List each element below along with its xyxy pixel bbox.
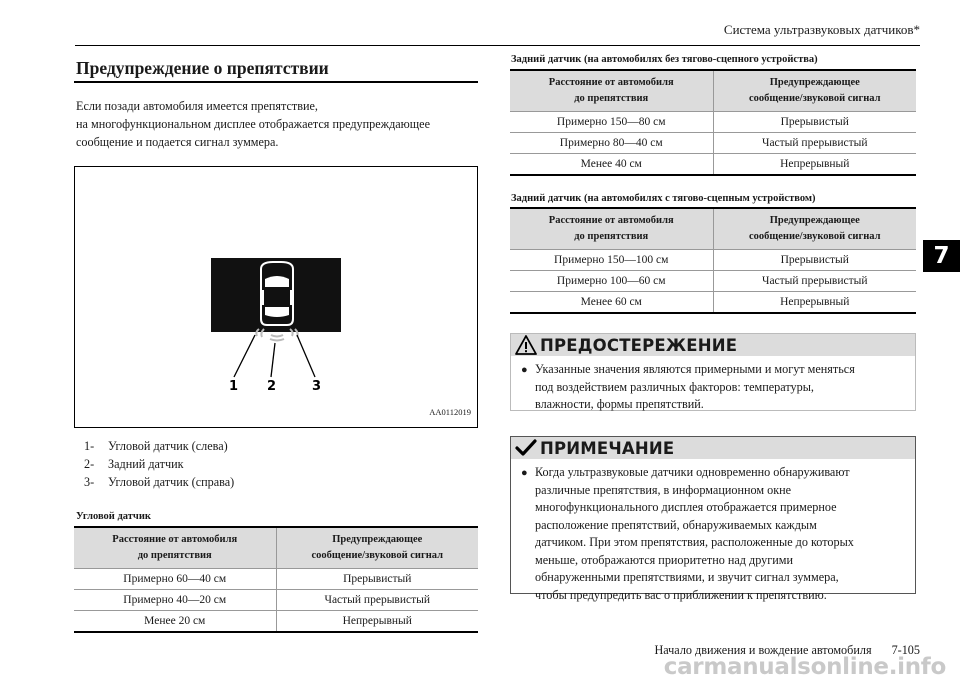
table-cell: Примерно 60—40 см — [74, 569, 276, 590]
corner-sensor-table — [74, 526, 478, 633]
running-header: Система ультразвуковых датчиков* — [723, 22, 920, 37]
note-line: обнаруженными препятствиями, и звучит сигнал зуммера, — [535, 570, 839, 584]
table-header-row — [510, 70, 916, 112]
caution-header — [511, 334, 915, 356]
header-line: до препятствия — [574, 93, 649, 104]
rear-tow-caption: Задний датчик (на автомобилях с тягово-сцепным устройством) — [511, 193, 816, 204]
bullet-icon: ● — [521, 364, 528, 376]
legend-number: 3- — [84, 475, 95, 489]
header-line: до препятствия — [137, 550, 212, 561]
intro-line: Если позади автомобиля имеется препятствие, — [76, 99, 318, 113]
table-cell: Примерно 150—100 см — [510, 250, 713, 271]
note-header — [511, 437, 915, 459]
page-number: 7-105 — [891, 643, 920, 657]
rear-no-tow-table — [510, 69, 916, 176]
figure-code: AA0112019 — [429, 407, 471, 417]
table-header-row — [510, 208, 916, 250]
note-text — [535, 464, 854, 604]
table-cell: Прерывистый — [713, 250, 916, 271]
table-cell: Прерывистый — [276, 569, 478, 590]
header-line: Расстояние от автомобиля — [548, 215, 674, 226]
note-line: датчиком. При этом препятствия, расположенные до которых — [535, 535, 854, 549]
legend-item — [84, 437, 234, 455]
table-cell: Менее 60 см — [510, 292, 713, 313]
table-cell: Непрерывный — [713, 154, 916, 175]
table-row — [510, 112, 916, 133]
header-rule — [75, 45, 920, 46]
header-line: Предупреждающее — [769, 215, 860, 226]
note-title: ПРИМЕЧАНИЕ — [540, 438, 675, 458]
table-cell: Частый прерывистый — [276, 590, 478, 611]
table-cell: Менее 40 см — [510, 154, 713, 175]
rear-no-tow-caption: Задний датчик (на автомобилях без тягово-сцепного устройства) — [511, 54, 818, 65]
section-title: Предупреждение о препятствии — [76, 58, 329, 78]
chapter-tab: 7 — [923, 240, 960, 272]
legend-number: 1- — [84, 439, 95, 453]
intro-paragraph — [76, 97, 480, 151]
table-cell: Менее 20 см — [74, 611, 276, 632]
callout-label: 2 — [267, 379, 277, 394]
table-cell: Частый прерывистый — [713, 133, 916, 154]
note-line: чтобы предупредить вас о приближении к препятствию. — [535, 587, 827, 602]
table-row — [74, 569, 478, 590]
caution-line: под воздействием различных факторов: температуры, — [535, 379, 814, 394]
header-signal — [713, 70, 916, 112]
header-line: Предупреждающее — [769, 77, 860, 88]
figure-legend — [84, 437, 234, 491]
note-line: расположение препятствий, обнаруживаемых каждым — [535, 517, 817, 532]
intro-line: на многофункциональном дисплее отображается предупреждающее — [76, 117, 430, 131]
header-line: Расстояние от автомобиля — [548, 77, 674, 88]
header-signal — [276, 527, 478, 569]
table-cell: Примерно 150—80 см — [510, 112, 713, 133]
table-header-row — [74, 527, 478, 569]
legend-number: 2- — [84, 457, 95, 471]
callout-label: 3 — [312, 379, 322, 394]
table-row — [510, 271, 916, 292]
sensor-display-diagram — [75, 167, 479, 429]
header-line: сообщение/звуковой сигнал — [748, 231, 881, 242]
table-cell: Примерно 100—60 см — [510, 271, 713, 292]
header-distance — [510, 208, 713, 250]
bullet-icon: ● — [521, 467, 528, 479]
note-line: меньше, отображаются приоритетно над другими — [535, 552, 794, 567]
table-cell: Прерывистый — [713, 112, 916, 133]
table-row — [510, 154, 916, 175]
header-signal — [713, 208, 916, 250]
table-row — [510, 250, 916, 271]
table-row — [74, 590, 478, 611]
table-cell: Непрерывный — [713, 292, 916, 313]
legend-text: Задний датчик — [108, 457, 184, 471]
header-line: Предупреждающее — [332, 534, 423, 545]
note-line: Когда ультразвуковые датчики одновременно обнаруживают — [535, 465, 850, 479]
legend-text: Угловой датчик (справа) — [108, 475, 235, 489]
table-cell: Непрерывный — [276, 611, 478, 632]
table-cell: Частый прерывистый — [713, 271, 916, 292]
header-line: Расстояние от автомобиля — [112, 534, 238, 545]
caution-text — [535, 361, 855, 414]
checkmark-icon — [515, 438, 537, 458]
caution-item — [511, 356, 915, 414]
header-distance — [74, 527, 276, 569]
corner-table-caption: Угловой датчик — [76, 511, 151, 522]
display-illustration — [74, 166, 478, 428]
table-row — [510, 292, 916, 313]
header-line: сообщение/звуковой сигнал — [748, 93, 881, 104]
note-box — [510, 436, 916, 602]
header-distance — [510, 70, 713, 112]
table-cell: Примерно 80—40 см — [510, 133, 713, 154]
rear-tow-table — [510, 207, 916, 314]
note-line: различные препятствия, в информационном окне — [535, 482, 792, 497]
table-row — [74, 611, 478, 632]
legend-item — [84, 455, 234, 473]
callout-label: 1 — [229, 379, 239, 394]
caution-line: влажности, формы препятствий. — [535, 397, 704, 411]
caution-line: Указанные значения являются примерными и могут меняться — [535, 362, 855, 376]
table-cell: Примерно 40—20 см — [74, 590, 276, 611]
footer-chapter: Начало движения и вождение автомобиля — [654, 643, 872, 657]
note-item — [511, 459, 915, 604]
warning-triangle-icon — [515, 335, 537, 355]
legend-item — [84, 473, 234, 491]
header-line: сообщение/звуковой сигнал — [311, 550, 444, 561]
display-screen — [211, 258, 341, 332]
section-rule — [74, 81, 478, 83]
header-line: до препятствия — [574, 231, 649, 242]
legend-text: Угловой датчик (слева) — [108, 439, 228, 453]
note-line: многофункционального дисплея отображается примерное — [535, 500, 837, 514]
intro-line: сообщение и подается сигнал зуммера. — [76, 135, 279, 149]
caution-title: ПРЕДОСТЕРЕЖЕНИЕ — [540, 335, 738, 355]
table-row — [510, 133, 916, 154]
caution-box — [510, 333, 916, 411]
watermark: carmanualsonline.info — [663, 654, 946, 679]
